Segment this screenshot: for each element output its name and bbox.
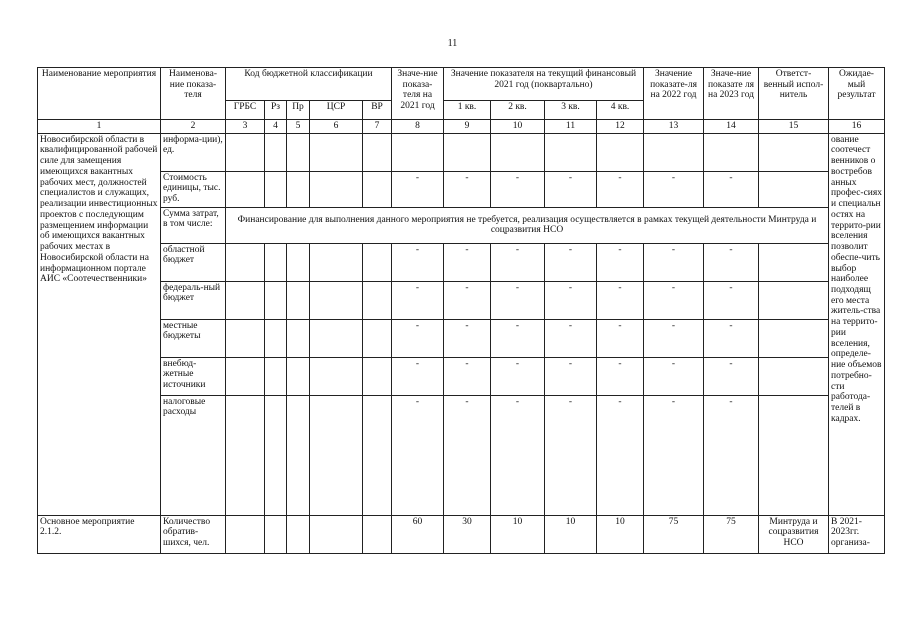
header-indicator-name: Наименова-ние показа-теля — [161, 68, 226, 120]
page-number: 11 — [447, 38, 458, 49]
column-number: 13 — [644, 120, 704, 134]
cell-value: - — [491, 319, 545, 357]
cell-value: - — [545, 319, 597, 357]
table-row — [38, 207, 885, 243]
cell-value — [491, 133, 545, 171]
header-q4: 4 кв. — [597, 101, 644, 120]
table-row — [38, 357, 885, 395]
cell-value: - — [545, 357, 597, 395]
cell-value: - — [644, 395, 704, 515]
cell-value: - — [444, 243, 491, 281]
event-description: Новосибирской области в квалифицированной рабочей силе для замещения имеющихся вакантных рабочих мест, должностей специалистов и служащих, реализации инвестиционных проектов с последующим размещением информации об имеющихся вакантных рабочих местах в Новосибирской области на информационном портале АИС «Соотечественники» — [38, 133, 161, 515]
indicator-label: областной бюджет — [161, 243, 226, 281]
cell-value: - — [644, 171, 704, 207]
cell-value — [759, 319, 829, 357]
header-q2: 2 кв. — [491, 101, 545, 120]
cell-value: - — [444, 357, 491, 395]
cell-value — [704, 133, 759, 171]
indicator-label: Стоимость единицы, тыс. руб. — [161, 171, 226, 207]
column-number: 11 — [545, 120, 597, 134]
column-number: 1 — [38, 120, 161, 134]
cell-value: - — [704, 395, 759, 515]
main-event-name: Основное мероприятие 2.1.2. — [38, 515, 161, 553]
header-pr: Пр — [287, 101, 310, 120]
cell-value: - — [491, 281, 545, 319]
cell-value — [392, 133, 444, 171]
header-grbs: ГРБС — [226, 101, 265, 120]
cell-value: - — [392, 281, 444, 319]
table-row — [38, 171, 885, 207]
cell-value: - — [545, 395, 597, 515]
table-row — [38, 133, 885, 171]
header-q3: 3 кв. — [545, 101, 597, 120]
column-number: 14 — [704, 120, 759, 134]
cell-value: - — [444, 395, 491, 515]
program-table — [37, 67, 885, 554]
table-row — [38, 395, 885, 515]
cell-value: - — [545, 281, 597, 319]
cell-value — [545, 133, 597, 171]
main-event-q2: 10 — [491, 515, 545, 553]
cell-value: - — [644, 319, 704, 357]
column-number: 6 — [310, 120, 363, 134]
cell-value — [759, 357, 829, 395]
cell-value: - — [644, 243, 704, 281]
cell-value — [597, 133, 644, 171]
main-event-q1: 30 — [444, 515, 491, 553]
cell-value: - — [392, 395, 444, 515]
cell-value: - — [392, 319, 444, 357]
column-number: 7 — [363, 120, 392, 134]
header-q1: 1 кв. — [444, 101, 491, 120]
cell-value: - — [704, 171, 759, 207]
column-number: 8 — [392, 120, 444, 134]
indicator-label: налоговые расходы — [161, 395, 226, 515]
header-csr: ЦСР — [310, 101, 363, 120]
cell-value: - — [597, 243, 644, 281]
cell-value: - — [597, 319, 644, 357]
main-event-value-2022: 75 — [644, 515, 704, 553]
column-number: 16 — [829, 120, 885, 134]
main-event-expected: В 2021-2023гг. организа- — [829, 515, 885, 553]
cell-value — [759, 243, 829, 281]
cell-value: - — [704, 319, 759, 357]
table-row — [38, 243, 885, 281]
cell-value: - — [704, 357, 759, 395]
indicator-label: информа-ции), ед. — [161, 133, 226, 171]
cell-value: - — [545, 171, 597, 207]
cell-value: - — [597, 171, 644, 207]
cell-value: - — [491, 395, 545, 515]
main-event-q4: 10 — [597, 515, 644, 553]
header-budget-code: Код бюджетной классификации — [226, 68, 392, 101]
indicator-label: внебюд-жетные источники — [161, 357, 226, 395]
cell-value: - — [597, 395, 644, 515]
cell-value: - — [644, 281, 704, 319]
header-value-2021: Значе-ние показа-теля на 2021 год — [392, 68, 444, 120]
header-current-year: Значение показателя на текущий финансовый 2021 год (поквартально) — [444, 68, 644, 101]
header-value-2022: Значение показате-ля на 2022 год — [644, 68, 704, 120]
cell-value — [444, 133, 491, 171]
indicator-label: местные бюджеты — [161, 319, 226, 357]
main-event-responsible: Минтруда и соцразвития НСО — [759, 515, 829, 553]
table-row — [38, 281, 885, 319]
cell-value: - — [444, 319, 491, 357]
expected-result-text: ование соотечест венников о востребов анных профес-сиях и специальн остях на террито-рии вселения позволит обеспе-чить выбор наиболее подходящ его места житель-ства на террито-рии вселения, определе-ние объемов потребно-сти работода-телей в кадрах. — [829, 133, 885, 515]
cell-value: - — [444, 281, 491, 319]
header-vr: ВР — [363, 101, 392, 120]
cell-value: - — [392, 357, 444, 395]
header-event-name: Наименование мероприятия — [38, 68, 161, 120]
cell-value: - — [491, 243, 545, 281]
column-number: 15 — [759, 120, 829, 134]
cell-value — [644, 133, 704, 171]
cell-value — [759, 171, 829, 207]
main-event-value-2021: 60 — [392, 515, 444, 553]
cell-value — [759, 133, 829, 171]
table-row-main-event — [38, 515, 885, 553]
main-event-indicator: Количество обратив-шихся, чел. — [161, 515, 226, 553]
column-number: 12 — [597, 120, 644, 134]
column-number: 2 — [161, 120, 226, 134]
header-rz: Рз — [265, 101, 287, 120]
column-number: 4 — [265, 120, 287, 134]
cell-value: - — [491, 357, 545, 395]
column-number: 9 — [444, 120, 491, 134]
header-responsible: Ответст-венный испол-нитель — [759, 68, 829, 120]
column-number: 5 — [287, 120, 310, 134]
column-number: 10 — [491, 120, 545, 134]
cell-value: - — [545, 243, 597, 281]
table-row — [38, 319, 885, 357]
header-expected-result: Ожидае-мый результат — [829, 68, 885, 120]
cell-value: - — [597, 357, 644, 395]
header-value-2023: Значе-ние показате ля на 2023 год — [704, 68, 759, 120]
indicator-label: Сумма затрат, в том числе: — [161, 207, 226, 243]
financing-note: Финансирование для выполнения данного мероприятия не требуется, реализация осуществляется в рамках текущей деятельности Минтруда и соцразвития НСО — [226, 207, 829, 243]
cell-value: - — [644, 357, 704, 395]
cell-value: - — [392, 171, 444, 207]
cell-value: - — [704, 281, 759, 319]
cell-value: - — [597, 281, 644, 319]
cell-value: - — [704, 243, 759, 281]
cell-value: - — [491, 171, 545, 207]
indicator-label: федераль-ный бюджет — [161, 281, 226, 319]
cell-value — [759, 281, 829, 319]
cell-value: - — [392, 243, 444, 281]
main-event-value-2023: 75 — [704, 515, 759, 553]
column-number: 3 — [226, 120, 265, 134]
cell-value: - — [444, 171, 491, 207]
column-number-row — [38, 120, 885, 134]
main-event-q3: 10 — [545, 515, 597, 553]
cell-value — [759, 395, 829, 515]
